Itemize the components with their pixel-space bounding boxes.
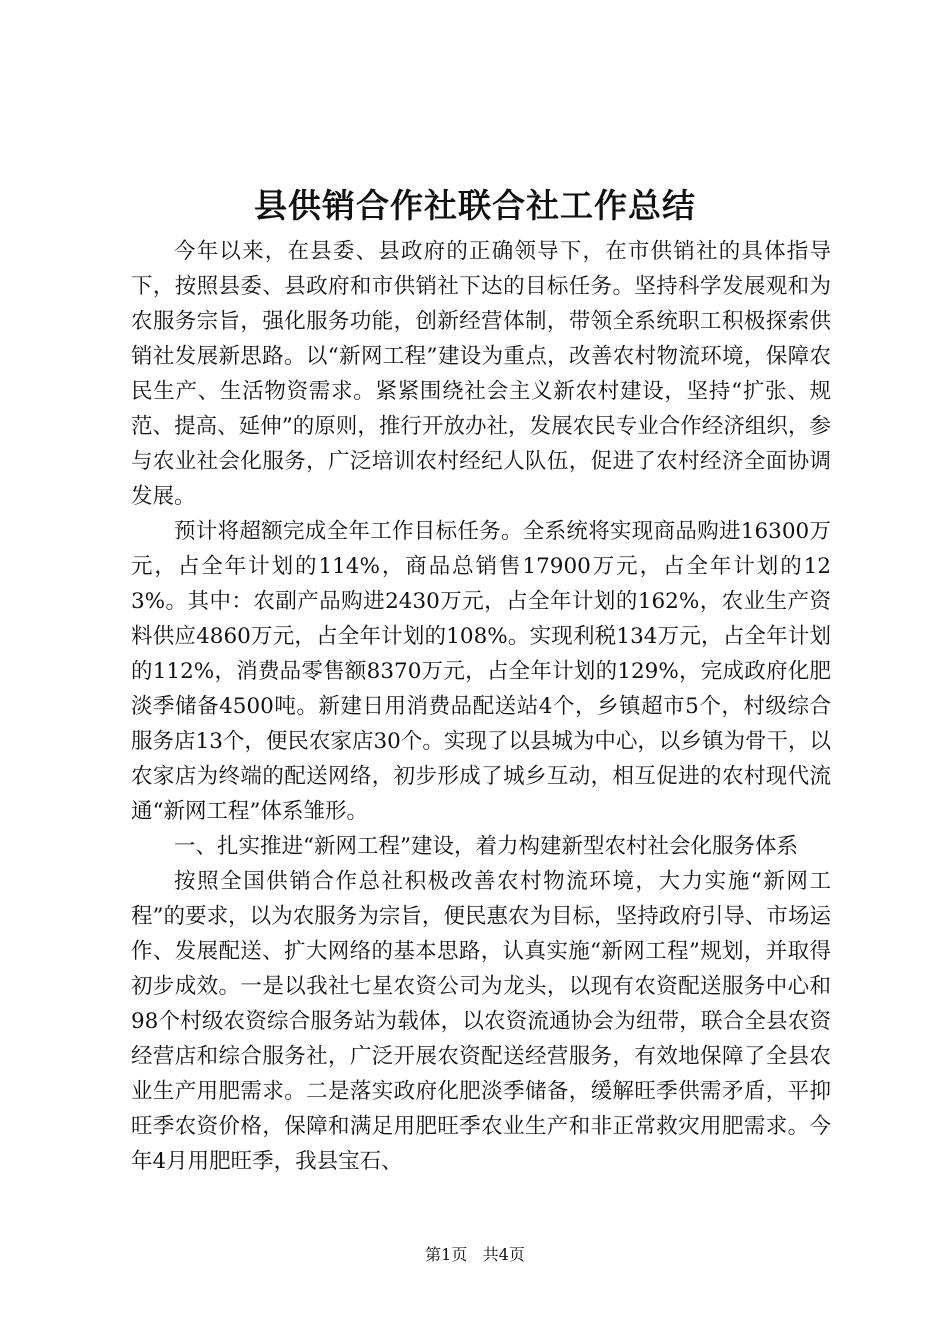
document-title: 县供销合作社联合社工作总结 — [254, 186, 696, 225]
page-total: 共4页 — [482, 1245, 525, 1264]
paragraph-intro: 今年以来，在县委、县政府的正确领导下，在市供销社的具体指导下，按照县委、县政府和市供销社下达的目标任务。坚持科学发展观和为农服务宗旨，强化服务功能，创新经营体制，带领全系统职工积极探索供销社发展新思路。以“新网工程”建设为重点，改善农村物流环境，保障农民生产、生活物资需求。紧紧围绕社会主义新农村建设，坚持“扩张、规范、提高、延伸”的原则，推行开放办社，发展农民专业合作经济组织，参与农业社会化服务，广泛培训农村经纪人队伍，促进了农村经济全面协调发展。 — [131, 239, 831, 509]
document-body — [131, 234, 831, 1179]
paragraph-section-1: 按照全国供销合作总社积极改善农村物流环境，大力实施“新网工程”的要求，以为农服务为宗旨，便民惠农为目标，坚持政府引导、市场运作、发展配送、扩大网络的基本思路，认真实施“新网工程”规划，并取得初步成效。一是以我社七星农资公司为龙头，以现有农资配送服务中心和98个村级农资综合服务站为载体，以农资流通协会为纽带，联合全县农资经营店和综合服务社，广泛开展农资配送经营服务，有效地保障了全县农业生产用肥需求。二是落实政府化肥淡季储备，缓解旺季供需矛盾，平抑旺季农资价格，保障和满足用肥旺季农业生产和非正常救灾用肥需求。今年4月用肥旺季，我县宝石、 — [131, 869, 831, 1174]
paragraph-results: 预计将超额完成全年工作目标任务。全系统将实现商品购进16300万元，占全年计划的114%，商品总销售17900万元，占全年计划的123%。其中：农副产品购进2430万元，占全年计划的162%，农业生产资料供应4860万元，占全年计划的108%。实现利税134万元，占全年计划的112%，消费品零售额8370万元，占全年计划的129%，完成政府化肥淡季储备4500吨。新建日用消费品配送站4个，乡镇超市5个，村级综合服务店13个，便民农家店30个。实现了以县城为中心，以乡镇为骨干，以农家店为终端的配送网络，初步形成了城乡互动，相互促进的农村现代流通“新网工程”体系雏形。 — [131, 519, 831, 824]
page-separator — [472, 1245, 477, 1264]
page-footer — [0, 1244, 950, 1266]
section-heading-1: 一、扎实推进“新网工程”建设，着力构建新型农村社会化服务体系 — [174, 834, 798, 859]
page-number: 第1页 — [425, 1245, 468, 1264]
